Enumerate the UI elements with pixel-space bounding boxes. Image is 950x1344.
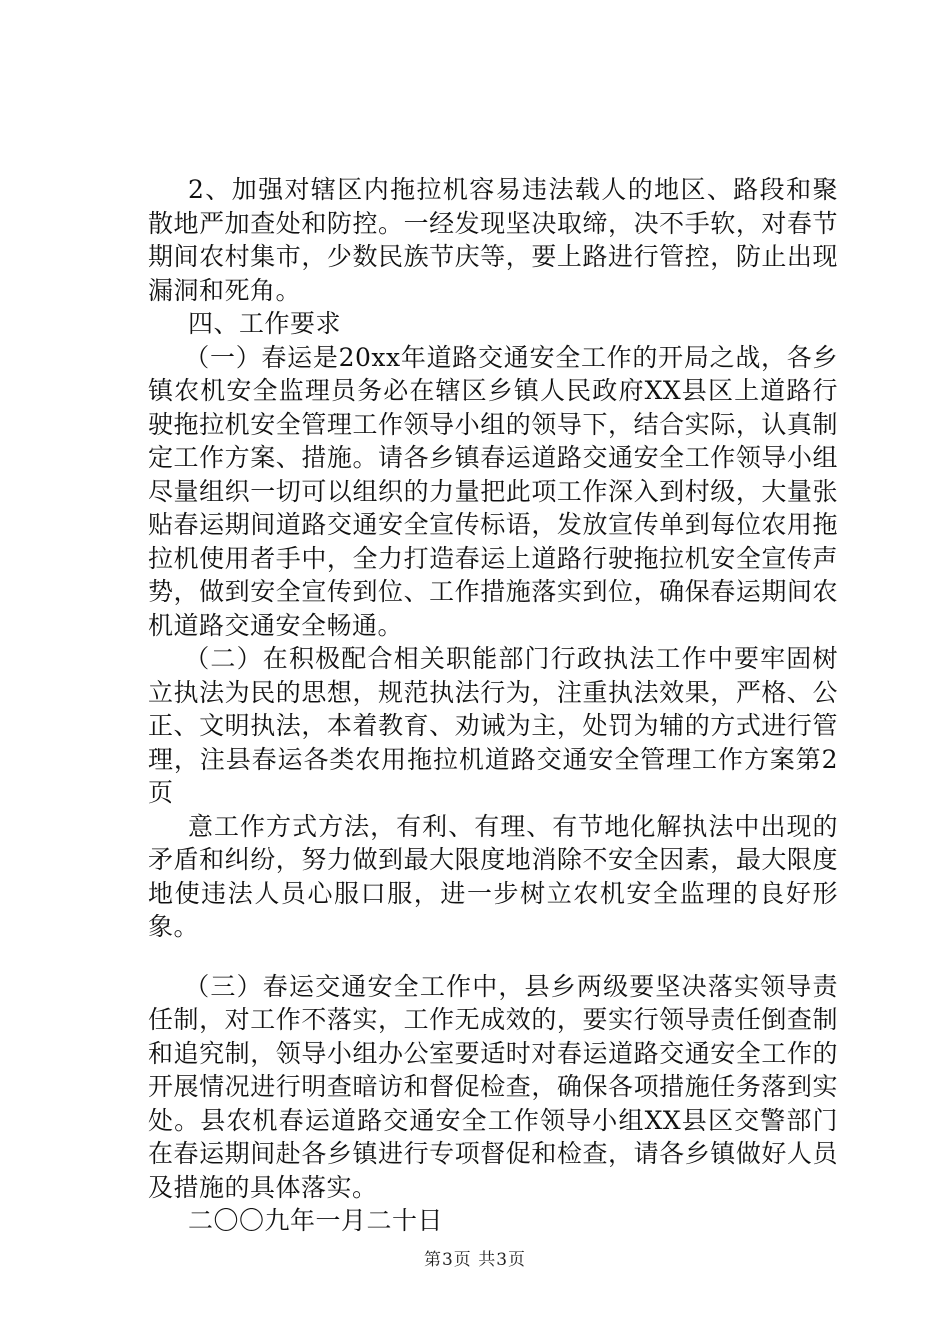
section-heading-work-requirements: 四、工作要求 (188, 309, 342, 338)
paragraph-requirement-1: （一）春运是20xx年道路交通安全工作的开局之战，各乡镇农机安全监理员务必在辖区乡镇人民政府XX县区上道路行驶拖拉机安全管理工作领导小组的领导下，结合实际，认真制定工作方案、措施。请各乡镇春运道路交通安全工作领导小组尽量组织一切可以组织的力量把此项工作深入到村级，大量张贴春运期间道路交通安全宣传标语，发放宣传单到每位农用拖拉机使用者手中，全力打造春运上道路行驶拖拉机安全宣传声势，做到安全宣传到位、工作措施落实到位，确保春运期间农机道路交通安全畅通。 (148, 342, 838, 640)
document-date: 二〇〇九年一月二十日 (188, 1206, 444, 1235)
paragraph-requirement-3: （三）春运交通安全工作中，县乡两级要坚决落实领导责任制，对工作不落实，工作无成效的，要实行领导责任倒查制和追究制，领导小组办公室要适时对春运道路交通安全工作的开展情况进行明查暗访和督促检查，确保各项措施任务落到实处。县农机春运道路交通安全工作领导小组XX县区交警部门在春运期间赴各乡镇进行专项督促和检查，请各乡镇做好人员及措施的具体落实。 (148, 971, 838, 1202)
page-footer: 第3页 共3页 (423, 1250, 527, 1270)
document-body (148, 173, 838, 1238)
paragraph-requirement-2: （二）在积极配合相关职能部门行政执法工作中要牢固树立执法为民的思想，规范执法行为，注重执法效果，严格、公正、文明执法，本着教育、劝诫为主，处罚为辅的方式进行管理，注县春运各类农用拖拉机道路交通安全管理工作方案第2页 (148, 644, 838, 807)
paragraph-item-2: 2、加强对辖区内拖拉机容易违法载人的地区、路段和聚散地严加查处和防控。一经发现坚决取缔，决不手软，对春节期间农村集市，少数民族节庆等，要上路进行管控，防止出现漏洞和死角。 (148, 175, 838, 305)
paragraph-gap (148, 944, 838, 970)
paragraph-requirement-2-continued: 意工作方式方法，有利、有理、有节地化解执法中出现的矛盾和纠纷，努力做到最大限度地消除不安全因素，最大限度地使违法人员心服口服，进一步树立农机安全监理的良好形象。 (148, 811, 838, 941)
